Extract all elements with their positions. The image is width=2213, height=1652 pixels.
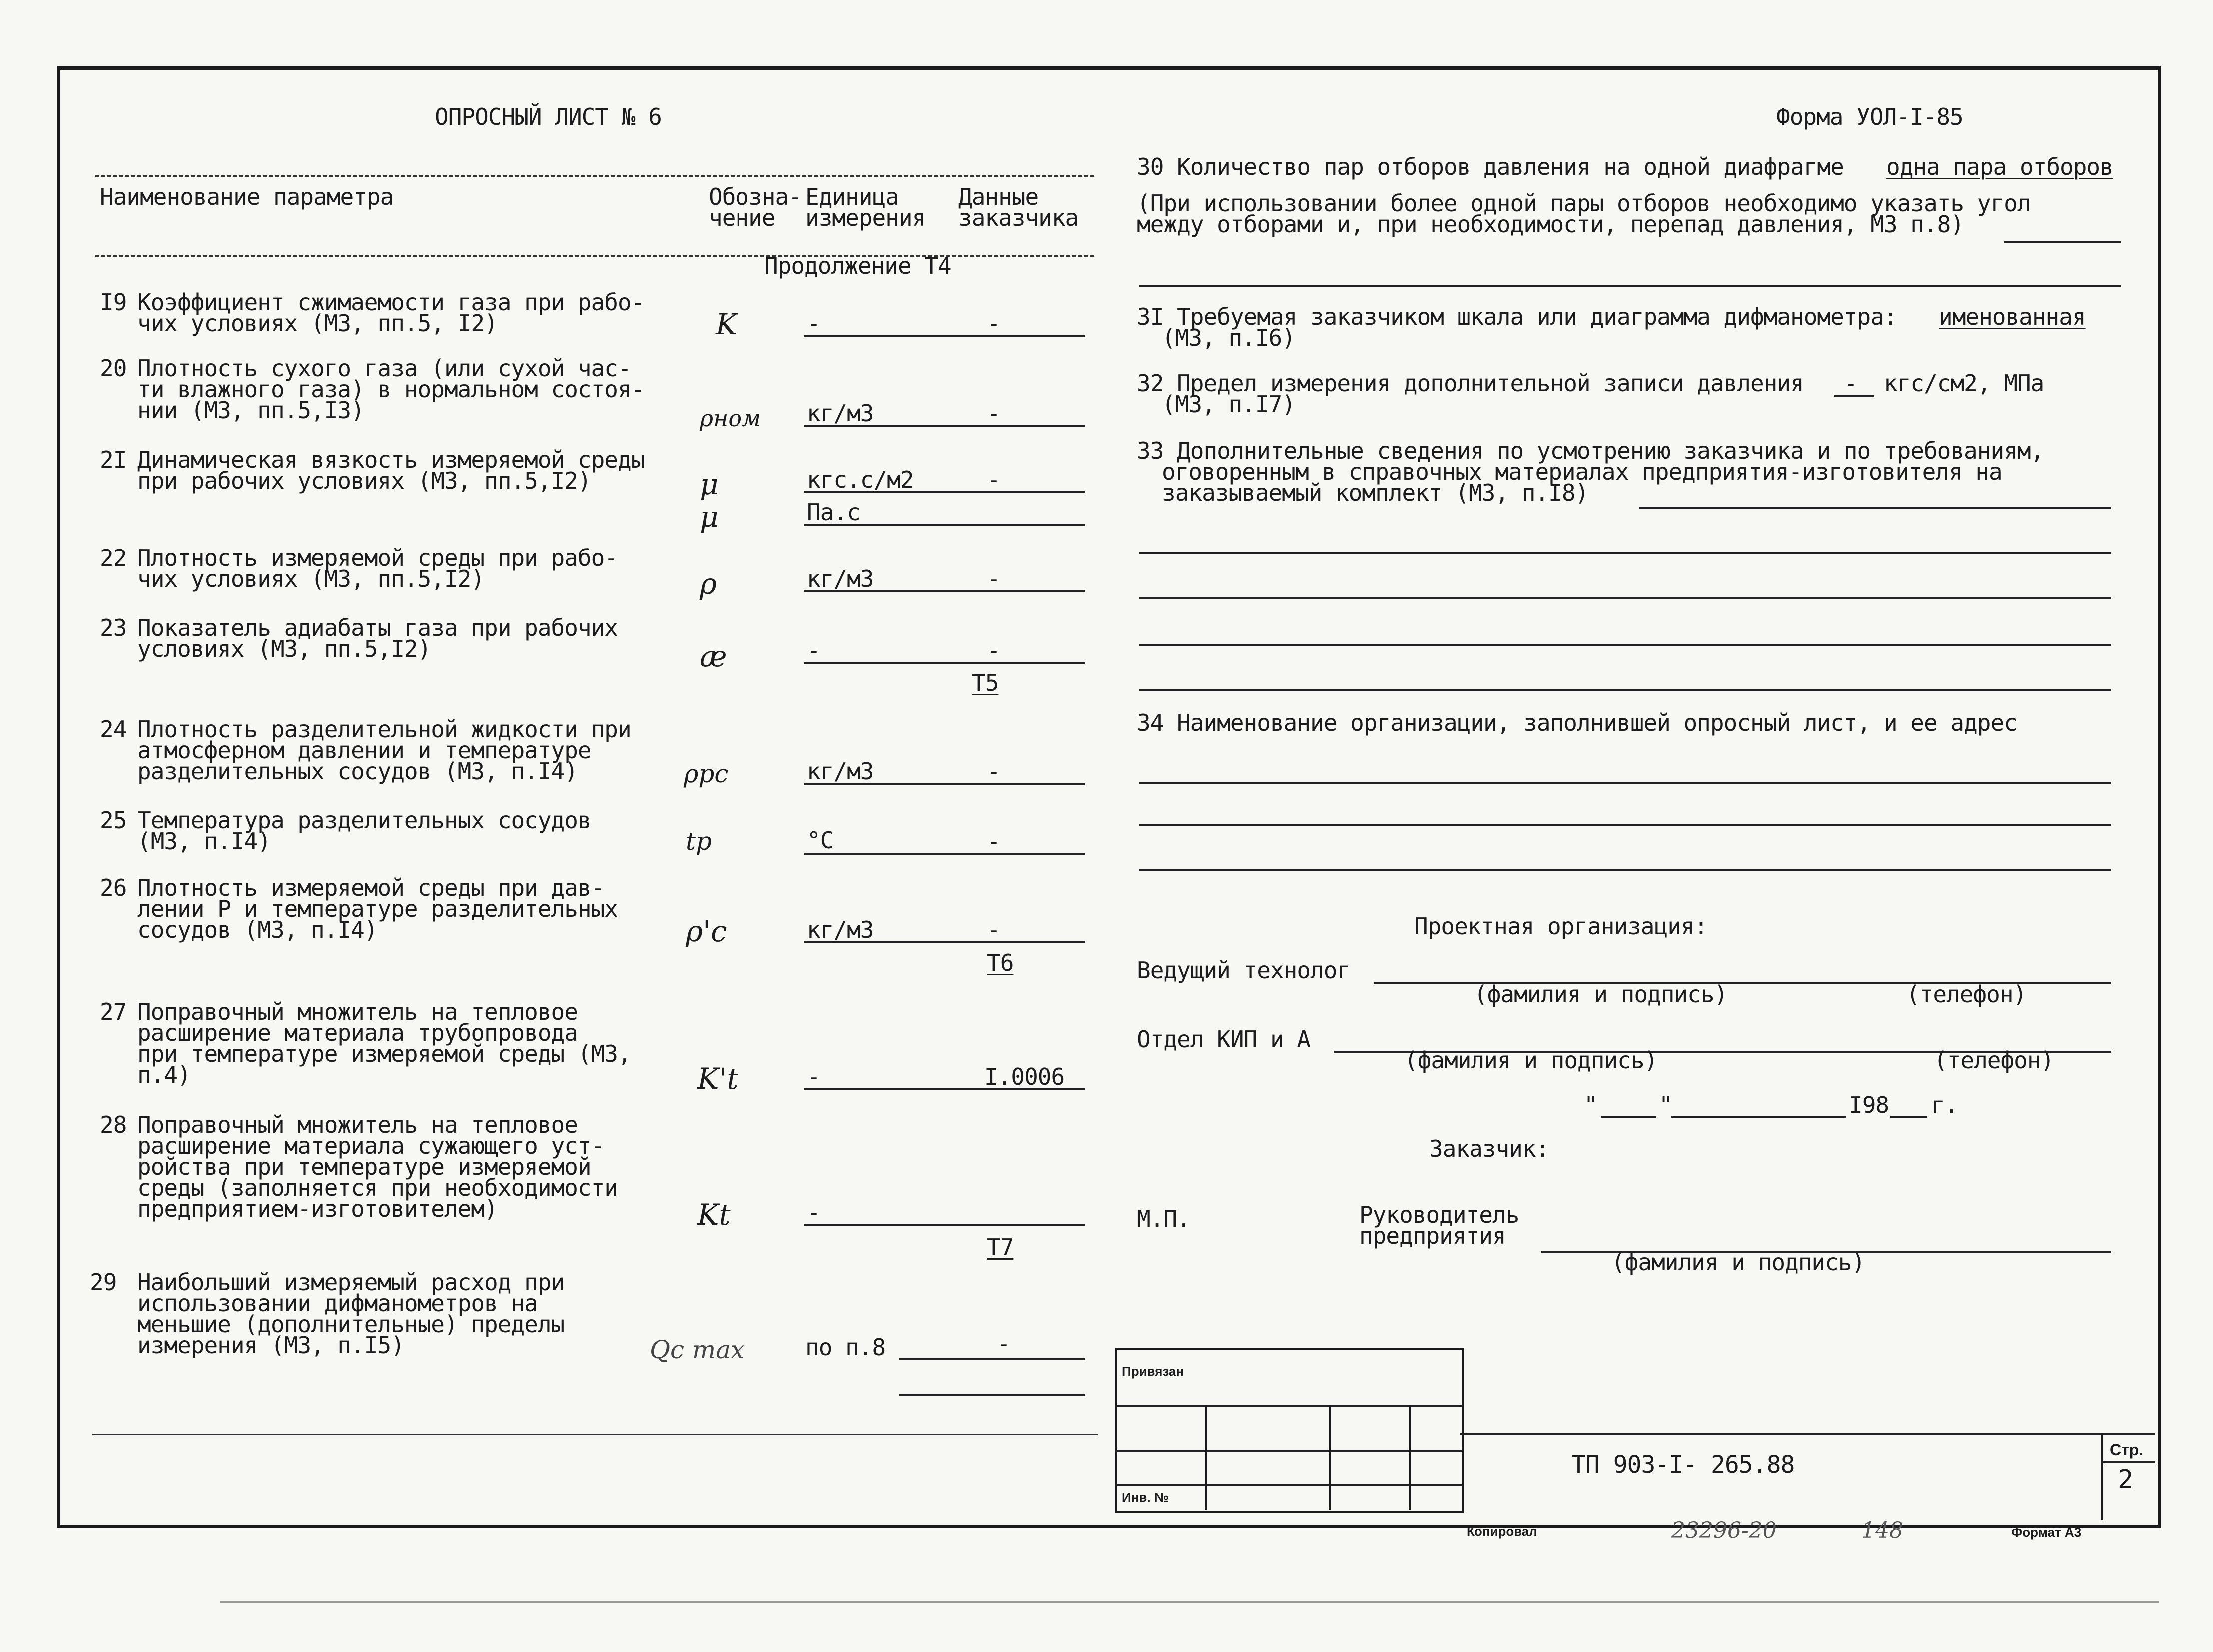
row-unit: кг/м3 bbox=[807, 916, 874, 943]
row-text-line: использовании дифманометров на bbox=[137, 1290, 538, 1317]
q34-line bbox=[1139, 782, 2111, 784]
head-fio-caption: (фамилия и подпись) bbox=[1611, 1249, 1865, 1276]
row-value: - bbox=[987, 758, 1000, 785]
row-value: - bbox=[987, 828, 1000, 855]
row-underline bbox=[804, 524, 1085, 526]
col-symbol-header-2: чение bbox=[709, 204, 775, 231]
q33-extra-line bbox=[1139, 597, 2111, 599]
row-unit: - bbox=[807, 1199, 820, 1226]
date-year-suffix: г. bbox=[1931, 1092, 1958, 1118]
left-table-bottom-rule bbox=[92, 1434, 1098, 1435]
row-underline bbox=[804, 335, 1085, 337]
q33-extra-line bbox=[1139, 644, 2111, 646]
row-text-line: среды (заполняется при необходимости bbox=[137, 1174, 618, 1201]
row-underline bbox=[804, 662, 1085, 664]
date-year: I98 bbox=[1849, 1092, 1889, 1118]
row-symbol: μ bbox=[700, 467, 719, 501]
q32-line-2: (МЗ, п.I7) bbox=[1162, 391, 1295, 418]
q32-answer: - bbox=[1844, 370, 1857, 397]
row-number: 26 bbox=[100, 874, 127, 901]
row-symbol: K bbox=[716, 307, 738, 341]
q31-line-1: 3I Требуемая заказчиком шкала или диаграмма дифманометра: bbox=[1137, 303, 1897, 330]
title-block-top-line bbox=[1460, 1433, 2155, 1435]
row-number: I9 bbox=[100, 289, 127, 316]
row-text-line: Плотность измеряемой среды при дав- bbox=[137, 874, 605, 901]
row-underline bbox=[804, 853, 1085, 855]
row-number: 22 bbox=[100, 545, 127, 571]
row-underline bbox=[804, 491, 1085, 493]
row-text-line: Динамическая вязкость измеряемой среды bbox=[137, 446, 645, 473]
lead-technologist-label: Ведущий технолог bbox=[1137, 957, 1351, 984]
col-symbol-header-1: Обозна- bbox=[709, 183, 802, 210]
row-symbol: æ bbox=[700, 639, 727, 673]
head-label-1: Руководитель bbox=[1359, 1201, 1519, 1228]
lead-tech-phone-caption: (телефон) bbox=[1906, 981, 2027, 1008]
row-text-line: чих условиях (МЗ, пп.5, I2) bbox=[137, 310, 498, 337]
row-unit: - bbox=[807, 1063, 820, 1090]
row-underline bbox=[804, 425, 1085, 427]
stamp-col-line bbox=[1409, 1405, 1411, 1510]
handwritten-sheet: 148 bbox=[1861, 1518, 1903, 1543]
row-symbol: K't bbox=[697, 1062, 738, 1096]
row-text-line: ти влажного газа) в нормальном состоя- bbox=[137, 376, 645, 403]
q33-line-3: заказываемый комплект (МЗ, п.I8) bbox=[1162, 479, 1589, 506]
q33-extra-line bbox=[1139, 689, 2111, 691]
q33-extra-line bbox=[1139, 552, 2111, 554]
col-unit-header-2: измерения bbox=[805, 204, 926, 231]
row-underline bbox=[804, 941, 1085, 943]
row-text-line: Поправочный множитель на тепловое bbox=[137, 1111, 578, 1138]
row-symbol: Qс max bbox=[650, 1335, 745, 1364]
row-text-line: Поправочный множитель на тепловое bbox=[137, 998, 578, 1025]
sheet-title: ОПРОСНЫЙ ЛИСТ № 6 bbox=[435, 103, 662, 130]
section-mark-t5: Т5 bbox=[972, 669, 999, 696]
row-text-line: измерения (МЗ, п.I5) bbox=[137, 1332, 404, 1359]
date-month-line bbox=[1671, 1116, 1846, 1118]
row-number: 28 bbox=[100, 1111, 127, 1138]
row-text-line: при рабочих условиях (МЗ, пп.5,I2) bbox=[137, 467, 591, 494]
continuation-label: Продолжение Т4 bbox=[764, 252, 951, 279]
q32-units: кгс/см2, МПа bbox=[1884, 370, 2044, 397]
row-underline bbox=[804, 590, 1085, 592]
date-quote-open: " bbox=[1584, 1092, 1597, 1118]
q34-line bbox=[1139, 869, 2111, 871]
row-unit: кг/м3 bbox=[807, 565, 874, 592]
document-code: ТП 903-I- 265.88 bbox=[1571, 1451, 1795, 1479]
stamp-inv-label: Инв. № bbox=[1122, 1490, 1169, 1505]
kip-dept-label: Отдел КИП и А bbox=[1137, 1026, 1311, 1053]
row-text-line: лении Р и температуре разделительных bbox=[137, 895, 618, 922]
row-number: 25 bbox=[100, 807, 127, 834]
row-text-line: Наибольший измеряемый расход при bbox=[137, 1269, 565, 1296]
row-text-line: при температуре измеряемой среды (МЗ, bbox=[137, 1040, 631, 1067]
section-mark-t6: Т6 bbox=[987, 949, 1014, 976]
row-text-line: п.4) bbox=[137, 1061, 191, 1088]
date-year-line bbox=[1890, 1116, 1927, 1118]
row-number: 29 bbox=[90, 1269, 117, 1296]
row-number: 27 bbox=[100, 998, 127, 1025]
row-value: - bbox=[987, 916, 1000, 943]
row-text-line: меньшие (дополнительные) пределы bbox=[137, 1311, 565, 1338]
row-symbol: Kt bbox=[697, 1198, 731, 1232]
form-code: Форма УОЛ-I-85 bbox=[1776, 103, 1963, 130]
q33-line-1: 33 Дополнительные сведения по усмотрению заказчика и по требованиям, bbox=[1137, 437, 2044, 464]
row-unit: °С bbox=[807, 827, 834, 854]
date-quote-close: " bbox=[1659, 1092, 1672, 1118]
handwritten-number: 23296-20 bbox=[1671, 1518, 1777, 1543]
col-name-header: Наименование параметра bbox=[100, 183, 394, 210]
col-data-header-2: заказчика bbox=[958, 204, 1079, 231]
row-value: - bbox=[997, 1330, 1010, 1357]
q33-line-2: оговоренным в справочных материалах предприятия-изготовителя на bbox=[1162, 458, 2002, 485]
row-symbol: tр bbox=[686, 827, 712, 856]
row-text-line: Показатель адиабаты газа при рабочих bbox=[137, 614, 618, 641]
row-value: I.0006 bbox=[984, 1063, 1065, 1090]
q30-answer: одна пара отборов bbox=[1886, 153, 2113, 180]
row-symbol: ρ bbox=[700, 567, 717, 601]
row-value: - bbox=[987, 310, 1000, 337]
row-text-line: расширение материала трубопровода bbox=[137, 1019, 578, 1046]
date-day-line bbox=[1601, 1116, 1656, 1118]
stamp-col-line bbox=[1329, 1405, 1331, 1510]
head-label-2: предприятия bbox=[1359, 1222, 1506, 1249]
row-underline bbox=[804, 783, 1085, 785]
col-data-header-1: Данные bbox=[958, 183, 1039, 210]
row-value: - bbox=[987, 400, 1000, 427]
header-top-rule bbox=[95, 175, 1094, 177]
row-symbol: ρном bbox=[700, 405, 761, 432]
row-unit: - bbox=[807, 637, 820, 664]
row-symbol: ρрс bbox=[684, 759, 729, 788]
q34-label: 34 Наименование организации, заполнившей опросный лист, и ее адрес bbox=[1137, 709, 2017, 736]
row-symbol: ρ'с bbox=[686, 914, 727, 948]
row-unit: по п.8 bbox=[805, 1334, 886, 1361]
row-text-line: Плотность сухого газа (или сухой час- bbox=[137, 355, 631, 382]
design-org-label: Проектная организация: bbox=[1414, 913, 1708, 940]
q31-line-2: (МЗ, п.I6) bbox=[1162, 324, 1295, 351]
stamp-place-label: М.П. bbox=[1137, 1205, 1190, 1232]
q33-answer-line bbox=[1639, 507, 2111, 509]
row-value: - bbox=[987, 466, 1000, 493]
q31-answer: именованная bbox=[1939, 303, 2086, 330]
row-number: 23 bbox=[100, 614, 127, 641]
row-underline bbox=[899, 1358, 1085, 1360]
q32-answer-line bbox=[1834, 395, 1874, 397]
page-number: 2 bbox=[2118, 1465, 2133, 1495]
row-text-line: ройства при температуре измеряемой bbox=[137, 1153, 591, 1180]
row-text-line: Плотность разделительной жидкости при bbox=[137, 716, 631, 743]
row-text-line: Плотность измеряемой среды при рабо- bbox=[137, 545, 618, 571]
stamp-col-line bbox=[1205, 1405, 1207, 1510]
row-number: 24 bbox=[100, 716, 127, 743]
row-text-line: атмосферном давлении и температуре bbox=[137, 737, 591, 764]
col-unit-header-1: Единица bbox=[805, 183, 899, 210]
row-number: 2I bbox=[100, 446, 127, 473]
row-unit: - bbox=[807, 310, 820, 337]
q30-line-3: между отборами и, при необходимости, перепад давления, МЗ п.8) bbox=[1137, 211, 1964, 238]
row-underline bbox=[804, 1224, 1085, 1226]
row-text-line: (МЗ, п.I4) bbox=[137, 828, 271, 855]
lead-tech-fio-caption: (фамилия и подпись) bbox=[1474, 981, 1728, 1008]
row-text-line: Температура разделительных сосудов bbox=[137, 807, 591, 834]
row-text-line: разделительных сосудов (МЗ, п.I4) bbox=[137, 758, 578, 785]
row-text-line: чих условиях (МЗ, пп.5,I2) bbox=[137, 565, 485, 592]
page-cell-divider bbox=[2101, 1461, 2155, 1463]
row-text-line: нии (МЗ, пп.5,I3) bbox=[137, 397, 364, 424]
row-text-line: предприятием-изготовителем) bbox=[137, 1195, 498, 1222]
format-label: Формат А3 bbox=[2011, 1525, 2082, 1540]
q30-line-1: 30 Количество пар отборов давления на одной диафрагме bbox=[1137, 153, 1844, 180]
row-text-line: сосудов (МЗ, п.I4) bbox=[137, 916, 378, 943]
kip-phone-caption: (телефон) bbox=[1934, 1047, 2054, 1074]
stamp-linked-label: Привязан bbox=[1122, 1364, 1184, 1379]
row-value: - bbox=[987, 637, 1000, 664]
copied-label: Копировал bbox=[1467, 1524, 1537, 1539]
scan-edge-line bbox=[220, 1601, 2159, 1603]
row-text-line: Коэффициент сжимаемости газа при рабо- bbox=[137, 289, 645, 316]
page-cell-line bbox=[2101, 1433, 2103, 1520]
row-unit-alt: Па.с bbox=[807, 499, 860, 526]
row-underline-extra bbox=[899, 1394, 1085, 1396]
row-number: 20 bbox=[100, 355, 127, 382]
customer-label: Заказчик: bbox=[1429, 1135, 1549, 1162]
row-text-line: расширение материала сужающего уст- bbox=[137, 1132, 605, 1159]
row-unit: кг/м3 bbox=[807, 400, 874, 427]
row-unit: кгс.с/м2 bbox=[807, 466, 914, 493]
kip-fio-caption: (фамилия и подпись) bbox=[1404, 1047, 1658, 1074]
row-symbol-alt: μ bbox=[700, 500, 719, 534]
row-text-line: условиях (МЗ, пп.5,I2) bbox=[137, 635, 431, 662]
q32-line-1: 32 Предел измерения дополнительной записи давления bbox=[1137, 370, 1804, 397]
section-mark-t7: Т7 bbox=[987, 1234, 1014, 1261]
q30-line-2: (При использовании более одной пары отборов необходимо указать угол bbox=[1137, 190, 2031, 217]
q30-answer-line bbox=[2004, 241, 2121, 243]
row-value: - bbox=[987, 565, 1000, 592]
row-underline bbox=[804, 1088, 1085, 1090]
q30-extra-line bbox=[1139, 285, 2121, 287]
row-unit: кг/м3 bbox=[807, 758, 874, 785]
page-label: Стр. bbox=[2110, 1441, 2144, 1459]
q34-line bbox=[1139, 824, 2111, 826]
